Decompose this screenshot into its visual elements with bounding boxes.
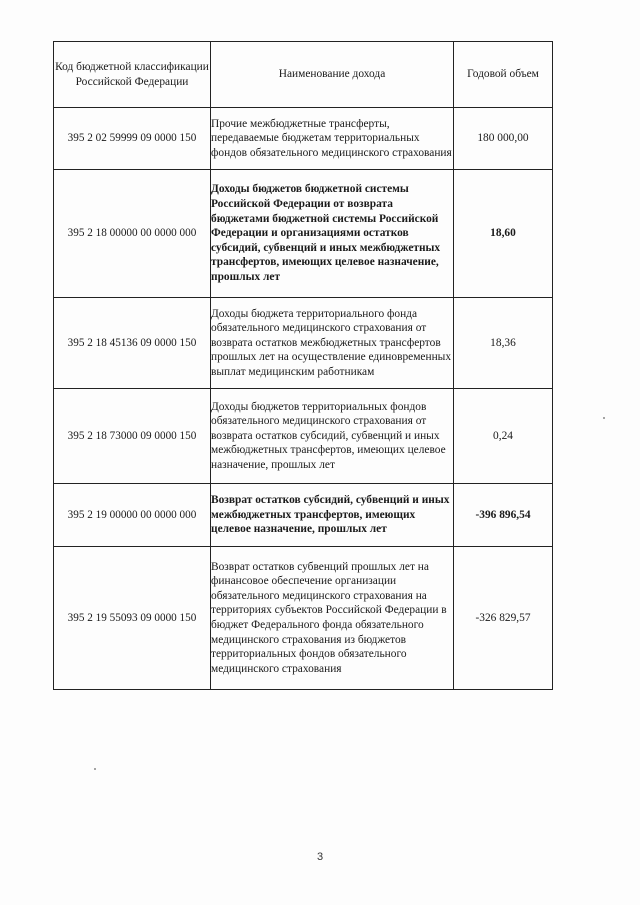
scan-speck — [94, 768, 96, 770]
row-volume: 0,24 — [454, 389, 553, 484]
table-row — [54, 170, 553, 298]
table-row — [54, 108, 553, 170]
table-row — [54, 547, 553, 690]
row-name: Возврат остатков субвенций прошлых лет на финансовое обеспечение организации обязательного медицинского страхования на территориях субъектов Российской Федерации в бюджет Федерального фонда обязательного медицинского страхования из бюджетов территориальных фондов обязательного медицинского страхования — [211, 547, 454, 690]
table-row — [54, 389, 553, 484]
row-name: Доходы бюджетов территориальных фондов обязательного медицинского страхования от возврата остатков субсидий, субвенций и иных межбюджетных трансфертов, имеющих целевое назначение, прошлых лет — [211, 389, 454, 484]
table-row — [54, 298, 553, 389]
header-volume: Годовой объем — [454, 42, 553, 108]
row-code: 395 2 18 00000 00 0000 000 — [54, 170, 211, 298]
row-name: Доходы бюджета территориального фонда обязательного медицинского страхования от возврата остатков межбюджетных трансфертов прошлых лет на осуществление единовременных выплат медицинским работникам — [211, 298, 454, 389]
row-name: Прочие межбюджетные трансферты, передаваемые бюджетам территориальных фондов обязательного медицинского страхования — [211, 108, 454, 170]
page-number: 3 — [316, 851, 324, 863]
row-volume: 18,36 — [454, 298, 553, 389]
row-name: Доходы бюджетов бюджетной системы Российской Федерации от возврата бюджетами бюджетной системы Российской Федерации и организациями остатков субсидий, субвенций и иных межбюджетных трансфертов, имеющих целевое назначение, прошлых лет — [211, 170, 454, 298]
row-code: 395 2 02 59999 09 0000 150 — [54, 108, 211, 170]
row-name: Возврат остатков субсидий, субвенций и иных межбюджетных трансфертов, имеющих целевое назначение, прошлых лет — [211, 484, 454, 547]
header-code: Код бюджетной классификации Российской Федерации — [54, 42, 211, 108]
table-row — [54, 484, 553, 547]
scan-speck — [603, 417, 605, 419]
row-volume: -326 829,57 — [454, 547, 553, 690]
row-code: 395 2 18 45136 09 0000 150 — [54, 298, 211, 389]
table-header-row — [54, 42, 553, 108]
row-code: 395 2 19 00000 00 0000 000 — [54, 484, 211, 547]
row-volume: 180 000,00 — [454, 108, 553, 170]
revenue-table — [53, 41, 553, 690]
row-code: 395 2 19 55093 09 0000 150 — [54, 547, 211, 690]
header-name: Наименование дохода — [211, 42, 454, 108]
row-volume: -396 896,54 — [454, 484, 553, 547]
row-volume: 18,60 — [454, 170, 553, 298]
row-code: 395 2 18 73000 09 0000 150 — [54, 389, 211, 484]
